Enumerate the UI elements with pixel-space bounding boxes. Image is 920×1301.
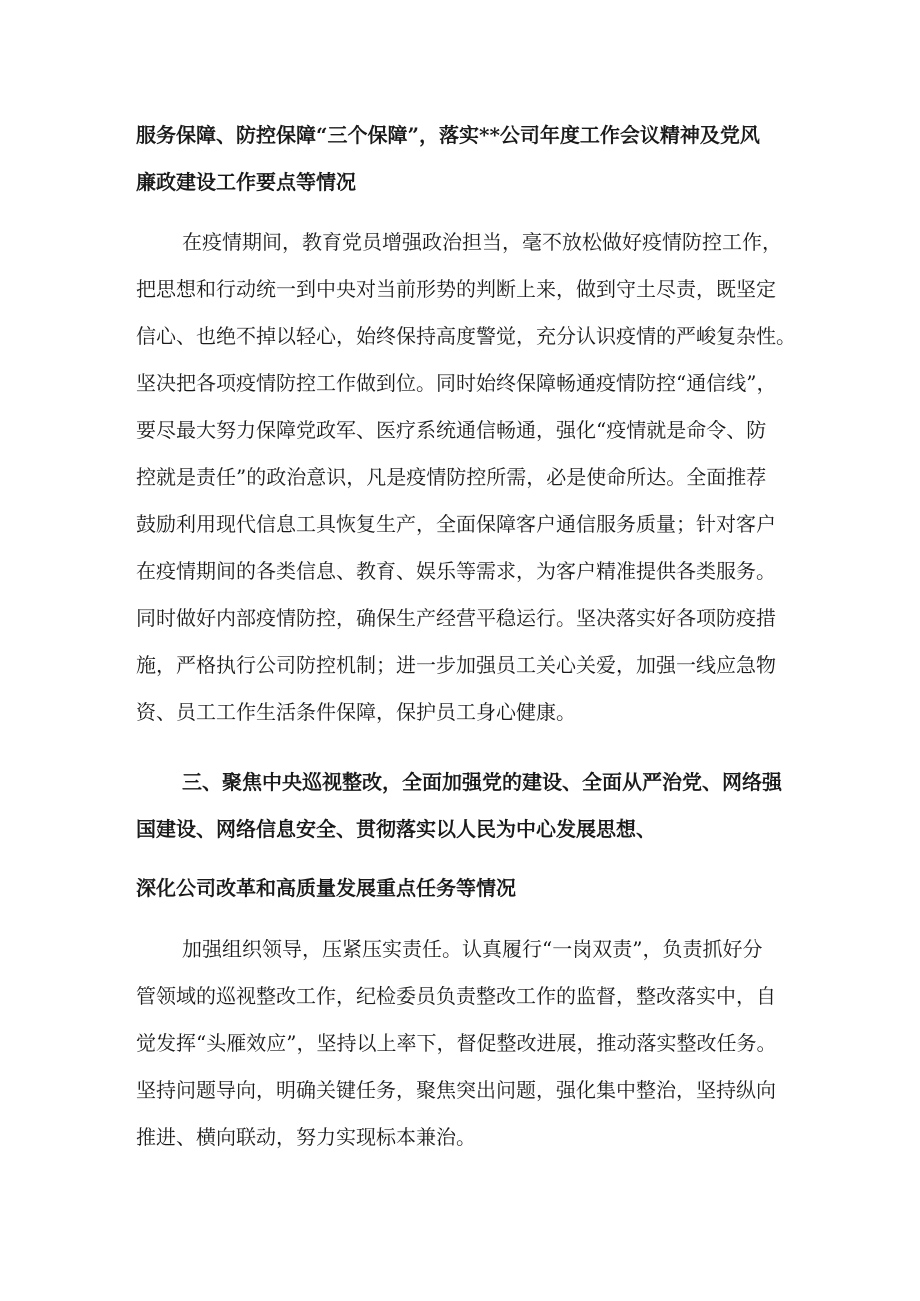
heading-line: 深化公司改革和高质量发展重点任务等情况: [136, 876, 516, 900]
paragraph-line: 加强组织领导，压紧压实责任。认真履行“一岗双责”，负责抓好分: [182, 937, 763, 961]
paragraph-line: 管领域的巡视整改工作，纪检委员负责整改工作的监督，整改落实中，自: [136, 984, 776, 1008]
paragraph-line: 把思想和行动统一到中央对当前形势的判断上来，做到守土尽责，既坚定: [136, 277, 776, 301]
paragraph-line: 施，严格执行公司防控机制；进一步加强员工关心关爱，加强一线应急物: [136, 653, 776, 677]
heading-line: 国建设、网络信息安全、贯彻落实以人民为中心发展思想、: [136, 817, 656, 841]
paragraph-line: 信心、也绝不掉以轻心，始终保持高度警觉，充分认识疫情的严峻复杂性。: [136, 324, 796, 348]
paragraph-line: 在疫情期间的各类信息、教育、娱乐等需求，为客户精准提供各类服务。: [136, 559, 776, 583]
section-heading-3: [136, 759, 786, 912]
paragraph-line: 要尽最大努力保障党政军、医疗系统通信畅通，强化“疫情就是命令、防: [136, 418, 767, 442]
heading-line: 三、聚焦中央巡视整改，全面加强党的建设、全面从严治党、网络强: [182, 770, 782, 794]
paragraph-line: 在疫情期间，教育党员增强政治担当，毫不放松做好疫情防控工作，: [182, 230, 782, 254]
paragraph-line: 控就是责任”的政治意识，凡是疫情防控所需，必是使命所达。全面推荐: [136, 465, 767, 489]
paragraph-line: 坚决把各项疫情防控工作做到位。同时始终保障畅通疫情防控“通信线”，: [136, 371, 777, 395]
heading-continuation: [136, 112, 786, 206]
paragraph-inspection-rectification: [136, 926, 786, 1161]
paragraph-line: 鼓励利用现代信息工具恢复生产，全面保障客户通信服务质量；针对客户: [136, 512, 776, 536]
paragraph-line: 觉发挥“头雁效应”，坚持以上率下，督促整改进展，推动落实整改任务。: [136, 1031, 777, 1055]
paragraph-line: 推进、横向联动，努力实现标本兼治。: [136, 1125, 476, 1149]
paragraph-line: 坚持问题导向，明确关键任务，聚焦突出问题，强化集中整治，坚持纵向: [136, 1078, 776, 1102]
paragraph-line: 资、员工工作生活条件保障，保护员工身心健康。: [136, 700, 576, 724]
paragraph-line: 同时做好内部疫情防控，确保生产经营平稳运行。坚决落实好各项防疫措: [136, 606, 776, 630]
paragraph-epidemic-control: [136, 219, 796, 736]
heading-line: 服务保障、防控保障“三个保障”，落实**公司年度工作会议精神及党风: [136, 123, 760, 147]
heading-line: 廉政建设工作要点等情况: [136, 170, 356, 194]
